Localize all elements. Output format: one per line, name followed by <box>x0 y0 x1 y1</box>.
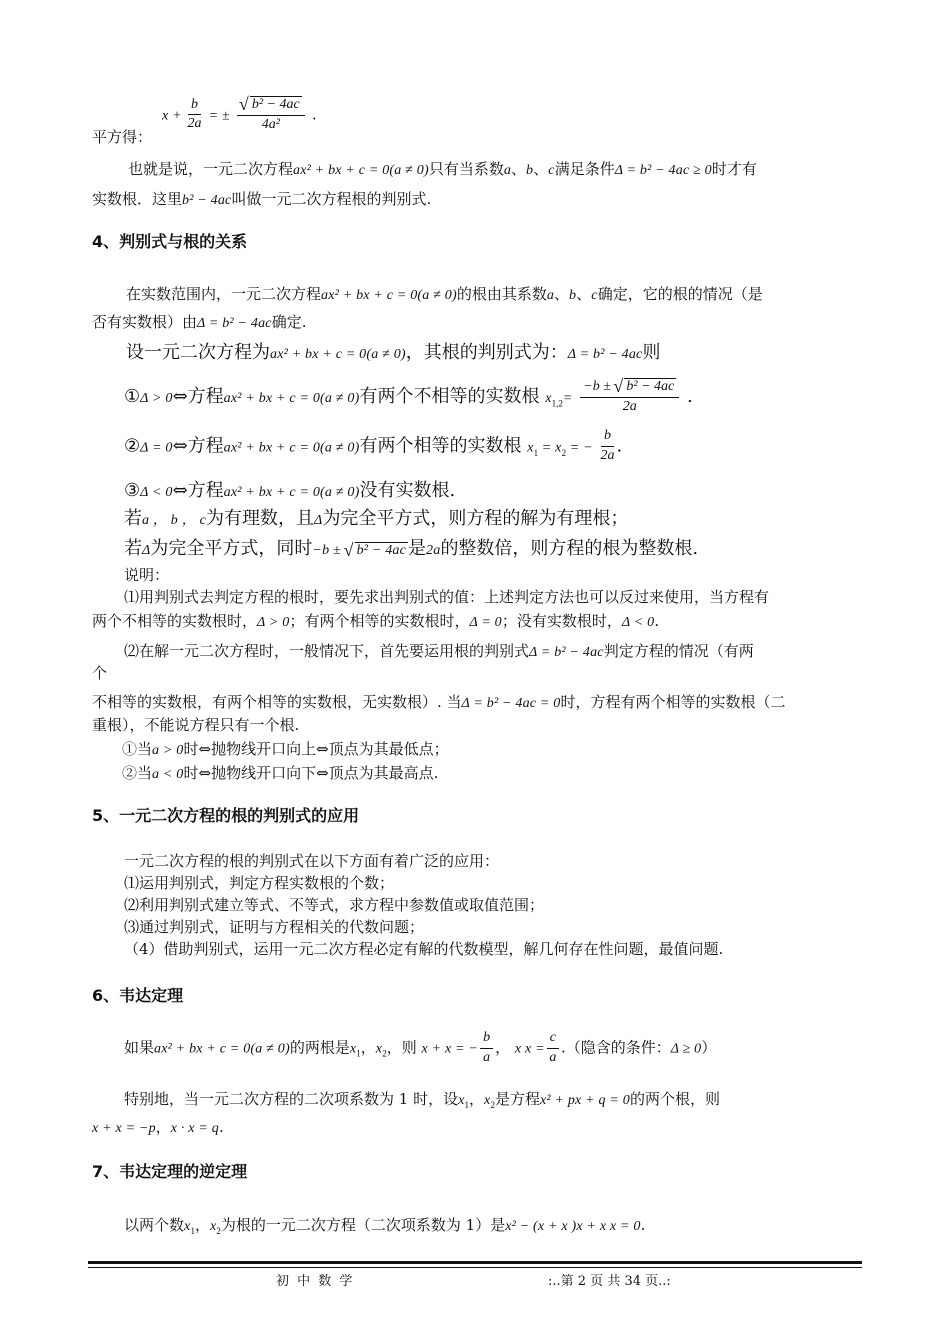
inverse-vieta: 以两个数$x_1$，$x_2$为根的一元二次方程（二次项系数为 1）是x² − (x + x )x + x x = 0. <box>124 1216 646 1236</box>
note-1-line2: 两个不相等的实数根时，Δ > 0；有两个相等的实数根时，Δ = 0；没有实数根时，Δ < 0. <box>92 612 660 630</box>
note-2-line3: 不相等的实数根，有两个相等的实数根，无实数根）. 当Δ = b² − 4ac = 0时，方程有两个相等的实数根（二 <box>92 693 786 711</box>
s5-item-2: ⑵利用判别式建立等式、不等式，求方程中参数值或取值范围； <box>124 896 545 914</box>
section-6-title: 6、韦达定理 <box>92 986 184 1005</box>
s5-intro: 一元二次方程的根的判别式在以下方面有着广泛的应用： <box>124 852 500 870</box>
vieta-line3: x + x = −p，x · x = q. <box>92 1118 224 1136</box>
parabola-down: ②当a < 0时⇔抛物线开口向下⇔顶点为其最高点. <box>122 764 439 782</box>
case-3: ③Δ < 0⇔方程ax² + bx + c = 0(a ≠ 0)没有实数根. <box>124 480 456 501</box>
parabola-up: ①当a > 0时⇔抛物线开口向上⇔顶点为其最低点； <box>122 740 449 758</box>
note-2-line2: 个 <box>92 664 108 682</box>
footer-rule-thick <box>88 1261 862 1264</box>
vieta-line1: 如果ax² + bx + c = 0(a ≠ 0)的两根是$x_1$，$x_2$，则 x + x = − $\frac{b}{a}$ ， x x = $\frac{c}{a}$ .（隐含的条件：Δ ≥ 0） <box>124 1030 717 1065</box>
s4-line1: 在实数范围内，一元二次方程ax² + bx + c = 0(a ≠ 0)的根由其系数a、b、c确定，它的根的情况（是 <box>126 285 763 303</box>
footer-subject: 初 中 数 学 <box>276 1274 355 1289</box>
footer-rule-thin <box>88 1267 862 1268</box>
vieta-line2: 特别地，当一元二次方程的二次项系数为 1 时，设$x_1$，$x_2$是方程x² + px + q = 0的两个根，则 <box>124 1090 720 1110</box>
note-2-line4: 重根），不能说方程只有一个根. <box>92 716 300 734</box>
s5-item-3: ⑶通过判别式，证明与方程相关的代数问题； <box>124 918 425 936</box>
intro-formula: x + $\frac{b}{2a}$ = ± √ $\frac{\text{b² − 4ac}}{\text{4a²}}$ . <box>162 96 317 134</box>
s4-line3: 设一元二次方程为ax² + bx + c = 0(a ≠ 0)，其根的判别式为：Δ = b² − 4ac则 <box>126 342 661 363</box>
note-2-line1: ⑵在解一元二次方程时，一般情况下，首先要运用根的判别式Δ = b² − 4ac判定方程的情况（有两 <box>124 642 754 660</box>
intro-label: 平方得： <box>92 128 153 146</box>
note-label: 说明： <box>124 566 170 584</box>
s5-item-4: （4）借助判别式，运用一元二次方程必定有解的代数模型，解几何存在性问题，最值问题. <box>124 940 724 958</box>
rational-rule: 若a ， b ， c为有理数，且Δ为完全平方式，则方程的解为有理根； <box>124 508 629 529</box>
case-2: ②Δ = 0⇔方程ax² + bx + c = 0(a ≠ 0)有两个相等的实数根 $x_1 = x_2$ = − $\frac{b}{2a}$ . <box>124 428 623 463</box>
section-4-title: 4、判别式与根的关系 <box>92 232 248 251</box>
note-1-line1: ⑴用判别式去判定方程的根时，要先求出判别式的值：上述判定方法也可以反过来使用，当方程有 <box>124 588 770 606</box>
s4-line2: 否有实数根）由Δ = b² − 4ac确定. <box>92 313 307 331</box>
section-7-title: 7、韦达定理的逆定理 <box>92 1162 248 1181</box>
integer-rule: 若Δ为完全平方式，同时−b ± √ b² − 4ac 是2a的整数倍，则方程的根为整数根. <box>124 538 698 560</box>
case-1: ①Δ > 0⇔方程ax² + bx + c = 0(a ≠ 0)有两个不相等的实数根 $x_{1,2}=$ $\frac{\text{−b ± √ b² − 4ac}}{2a}$ . <box>124 378 693 416</box>
s5-item-1: ⑴运用判别式，判定方程实数根的个数； <box>124 874 395 892</box>
footer-page-number: :..第 2 页 共 34 页..: <box>548 1274 671 1289</box>
p1-line2: 实数根．这里b² − 4ac叫做一元二次方程根的判别式. <box>92 190 432 208</box>
section-5-title: 5、一元二次方程的根的判别式的应用 <box>92 806 360 825</box>
p1-line1: 也就是说，一元二次方程ax² + bx + c = 0(a ≠ 0)只有当系数a、b、c满足条件Δ = b² − 4ac ≥ 0时才有 <box>128 160 757 178</box>
